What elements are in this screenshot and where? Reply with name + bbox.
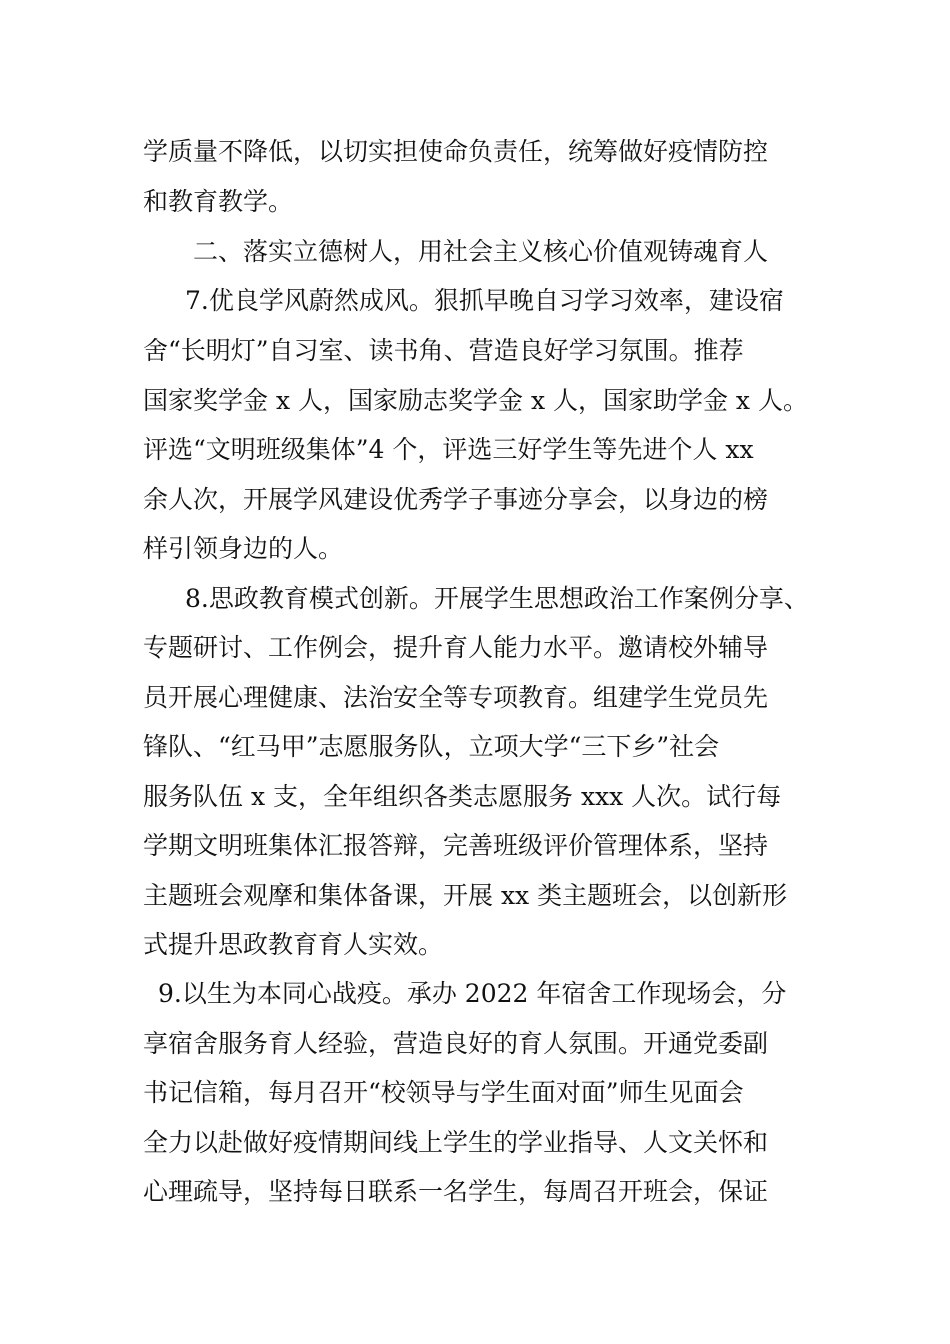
body-text-line: 书记信箱，每月召开“校领导与学生面对面”师生见面会 [143, 1078, 744, 1107]
body-text-line: 全力以赴做好疫情期间线上学生的学业指导、人文关怀和 [143, 1128, 769, 1157]
body-text-line: 和教育教学。 [143, 187, 294, 216]
body-text-line: 专题研讨、工作例会，提升育人能力水平。邀请校外辅导 [143, 633, 769, 662]
body-text-line: 国家奖学金 x 人，国家励志奖学金 x 人，国家助学金 x 人。 [143, 386, 808, 415]
body-text-line: 评选“文明班级集体”4 个，评选三好学生等先进个人 xx [143, 435, 754, 464]
item-8-first-line: 8.思政教育模式创新。开展学生思想政治工作案例分享、 [185, 584, 809, 613]
body-text-line: 主题班会观摩和集体备课，开展 xx 类主题班会，以创新形 [143, 881, 788, 910]
body-text-line: 心理疏导，坚持每日联系一名学生，每周召开班会，保证 [143, 1177, 769, 1206]
item-7-first-line: 7.优良学风蔚然成风。狠抓早晚自习学习效率，建设宿 [185, 286, 784, 315]
body-text-line: 式提升思政教育育人实效。 [143, 930, 444, 959]
body-text-line: 样引领身边的人。 [143, 534, 344, 563]
body-text-line: 舍“长明灯”自习室、读书角、营造良好学习氛围。推荐 [143, 336, 744, 365]
body-text-line: 享宿舍服务育人经验，营造良好的育人氛围。开通党委副 [143, 1029, 769, 1058]
body-text-line: 学期文明班集体汇报答辩，完善班级评价管理体系，坚持 [143, 831, 769, 860]
body-text-line: 服务队伍 x 支，全年组织各类志愿服务 xxx 人次。试行每 [143, 782, 782, 811]
item-9-first-line: 9.以生为本同心战疫。承办 2022 年宿舍工作现场会，分 [158, 979, 787, 1008]
body-text-line: 余人次，开展学风建设优秀学子事迹分享会，以身边的榜 [143, 485, 769, 514]
body-text-line: 锋队、“红马甲”志愿服务队，立项大学“三下乡”社会 [143, 732, 720, 761]
body-text-line: 员开展心理健康、法治安全等专项教育。组建学生党员先 [143, 683, 769, 712]
section-heading: 二、落实立德树人，用社会主义核心价值观铸魂育人 [193, 237, 769, 266]
body-text-line: 学质量不降低，以切实担使命负责任，统筹做好疫情防控 [143, 137, 769, 166]
